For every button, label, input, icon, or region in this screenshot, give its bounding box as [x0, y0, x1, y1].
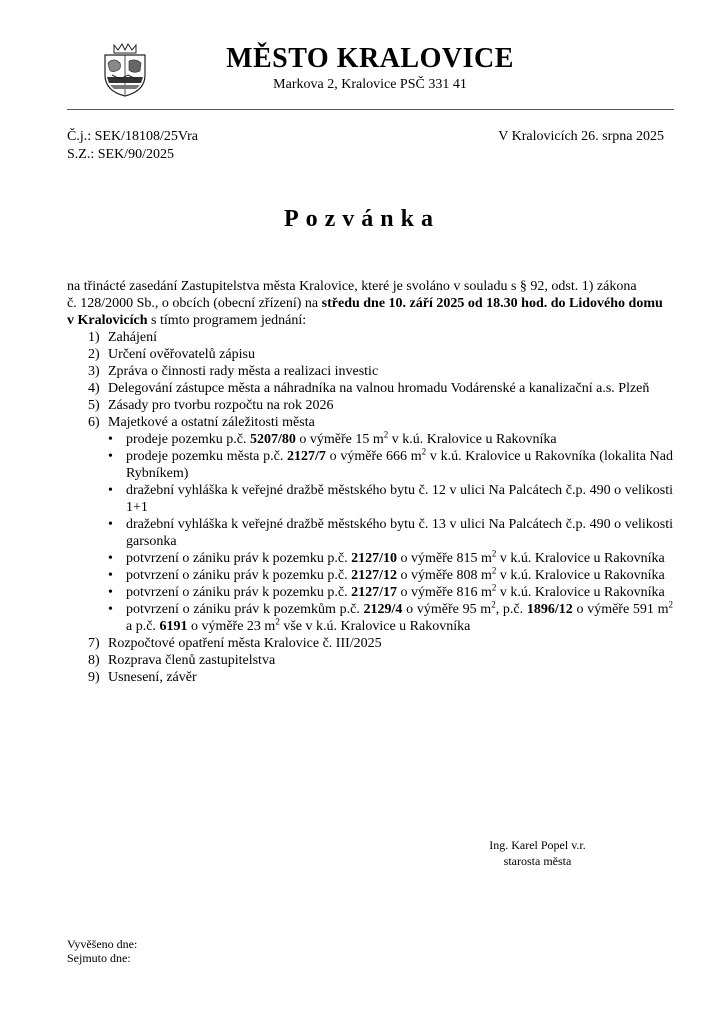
signatory-name: Ing. Karel Popel v.r. [489, 838, 586, 852]
property-text: , p.č. [495, 602, 527, 617]
meeting-town: v Kralovicích [67, 313, 148, 328]
agenda-item [67, 397, 673, 414]
agenda-item [67, 380, 673, 397]
agenda-number: 3) [88, 364, 100, 379]
intro-line-2 [67, 295, 673, 312]
parcel-number: 2127/10 [351, 551, 397, 566]
agenda-item [67, 635, 673, 652]
property-item [108, 516, 673, 550]
posted-date-label: Vyvěšeno dne: [67, 937, 138, 951]
agenda-text: Zahájení [108, 330, 157, 345]
property-text: prodeje pozemku p.č. [126, 432, 251, 447]
agenda-number: 5) [88, 398, 100, 413]
property-text: o výměře 591 m [572, 602, 669, 617]
agenda-item [67, 652, 673, 669]
agenda-item [67, 346, 673, 363]
bullet-icon: • [108, 483, 113, 498]
area-unit-exponent: 2 [421, 446, 427, 457]
area-unit-exponent: 2 [491, 565, 497, 576]
agenda-text: Majetkové a ostatní záležitosti města [108, 415, 315, 430]
coat-of-arms-icon [100, 41, 150, 97]
property-text: a p.č. [126, 619, 160, 634]
bullet-icon: • [108, 602, 113, 617]
signatory-role: starosta města [503, 854, 572, 868]
town-name: MĚSTO KRALOVICE [226, 43, 514, 74]
intro-text: s tímto programem jednání: [147, 313, 307, 328]
property-text: potvrzení o zániku práv k pozemku p.č. [126, 551, 352, 566]
agenda-text: Určení ověřovatelů zápisu [108, 347, 255, 362]
bullet-icon: • [108, 585, 113, 600]
property-item [108, 431, 673, 448]
bullet-icon: • [108, 551, 113, 566]
agenda-text: Rozprava členů zastupitelstva [108, 653, 276, 668]
property-text: o výměře 666 m [325, 449, 422, 464]
property-text: v k.ú. Kralovice u Rakovníka [496, 551, 665, 566]
area-unit-exponent: 2 [668, 599, 674, 610]
agenda-text: Zpráva o činnosti rady města a realizaci investic [108, 364, 379, 379]
property-text: v k.ú. Kralovice u Rakovníka [496, 585, 665, 600]
signature-block [470, 837, 605, 869]
parcel-number: 2129/4 [363, 602, 403, 617]
agenda-number: 2) [88, 347, 100, 362]
property-item [108, 601, 673, 635]
agenda-item [67, 363, 673, 380]
property-sublist [108, 431, 673, 635]
area-unit-exponent: 2 [491, 599, 496, 610]
bullet-icon: • [108, 568, 113, 583]
agenda-number: 9) [88, 670, 100, 685]
agenda-text: Delegování zástupce města a náhradníka na valnou hromadu Vodárenské a kanalizační a.s. Plzeň [108, 381, 650, 396]
parcel-number: 2127/17 [351, 585, 397, 600]
property-item [108, 584, 673, 601]
property-text: potvrzení o zániku práv k pozemku p.č. [126, 585, 352, 600]
property-text: dražební vyhláška k veřejné dražbě městského bytu č. 12 v ulici Na Palcátech č.p. 490 o velikosti 1+1 [126, 483, 673, 515]
property-text: o výměře 15 m [295, 432, 384, 447]
property-text: v k.ú. Kralovice u Rakovníka (lokalita Nad Rybníkem) [126, 449, 673, 481]
property-text: o výměře 808 m [396, 568, 492, 583]
area-unit-exponent: 2 [275, 616, 280, 627]
document-title: Pozvánka [283, 206, 440, 232]
bullet-icon: • [108, 432, 113, 447]
bullet-icon: • [108, 517, 113, 532]
property-text: o výměře 23 m [187, 619, 276, 634]
agenda-number: 7) [88, 636, 100, 651]
property-text: vše v k.ú. Kralovice u Rakovníka [279, 619, 471, 634]
property-text: dražební vyhláška k veřejné dražbě městského bytu č. 13 v ulici Na Palcátech č.p. 490 o velikosti garsonka [126, 517, 673, 549]
intro-paragraph [67, 278, 673, 329]
agenda-text: Zásady pro tvorbu rozpočtu na rok 2026 [108, 398, 334, 413]
property-text: o výměře 815 m [396, 551, 492, 566]
agenda-item [67, 669, 673, 686]
parcel-number: 2127/7 [287, 449, 326, 464]
town-address: Markova 2, Kralovice PSČ 331 41 [273, 77, 467, 92]
area-unit-exponent: 2 [491, 582, 497, 593]
parcel-number: 2127/12 [351, 568, 397, 583]
agenda-text: Usnesení, závěr [108, 670, 197, 685]
agenda-number: 8) [88, 653, 100, 668]
agenda-number: 1) [88, 330, 100, 345]
reference-number: Č.j.: SEK/18108/25Vra [67, 129, 198, 144]
property-text: v k.ú. Kralovice u Rakovníka [496, 568, 665, 583]
parcel-number: 5207/80 [250, 432, 296, 447]
parcel-number: 1896/12 [526, 602, 573, 617]
agenda-list [67, 329, 673, 686]
intro-text: č. 128/2000 Sb., o obcích (obecní zřízení) na [67, 296, 322, 311]
agenda-number: 4) [88, 381, 100, 396]
header-divider [67, 109, 674, 110]
agenda-number: 6) [88, 415, 100, 430]
property-text: prodeje pozemku města p.č. [126, 449, 288, 464]
removed-date-label: Sejmuto dne: [67, 951, 131, 965]
property-text: o výměře 95 m [402, 602, 492, 617]
agenda-item [67, 414, 673, 635]
intro-line-1: na třinácté zasedání Zastupitelstva města Kralovice, které je svoláno v souladu s § 92, odst. 1) zákona [67, 279, 637, 294]
property-text: v k.ú. Kralovice u Rakovníka [388, 432, 557, 447]
property-text: o výměře 816 m [396, 585, 492, 600]
parcel-number: 6191 [159, 619, 188, 634]
dateline: V Kralovicích 26. srpna 2025 [498, 129, 664, 144]
invitation-body [67, 278, 673, 686]
property-item [108, 482, 673, 516]
bullet-icon: • [108, 449, 113, 464]
property-item [108, 550, 673, 567]
agenda-item [67, 329, 673, 346]
area-unit-exponent: 2 [491, 548, 497, 559]
intro-line-3 [67, 312, 673, 329]
property-item [108, 567, 673, 584]
property-item [108, 448, 673, 482]
property-text: potvrzení o zániku práv k pozemkům p.č. [126, 602, 364, 617]
property-text: potvrzení o zániku práv k pozemku p.č. [126, 568, 352, 583]
area-unit-exponent: 2 [383, 429, 389, 440]
file-mark: S.Z.: SEK/90/2025 [67, 147, 174, 162]
meeting-date-place: středu dne 10. září 2025 od 18.30 hod. do Lidového domu [321, 296, 663, 311]
agenda-text: Rozpočtové opatření města Kralovice č. III/2025 [108, 636, 382, 651]
